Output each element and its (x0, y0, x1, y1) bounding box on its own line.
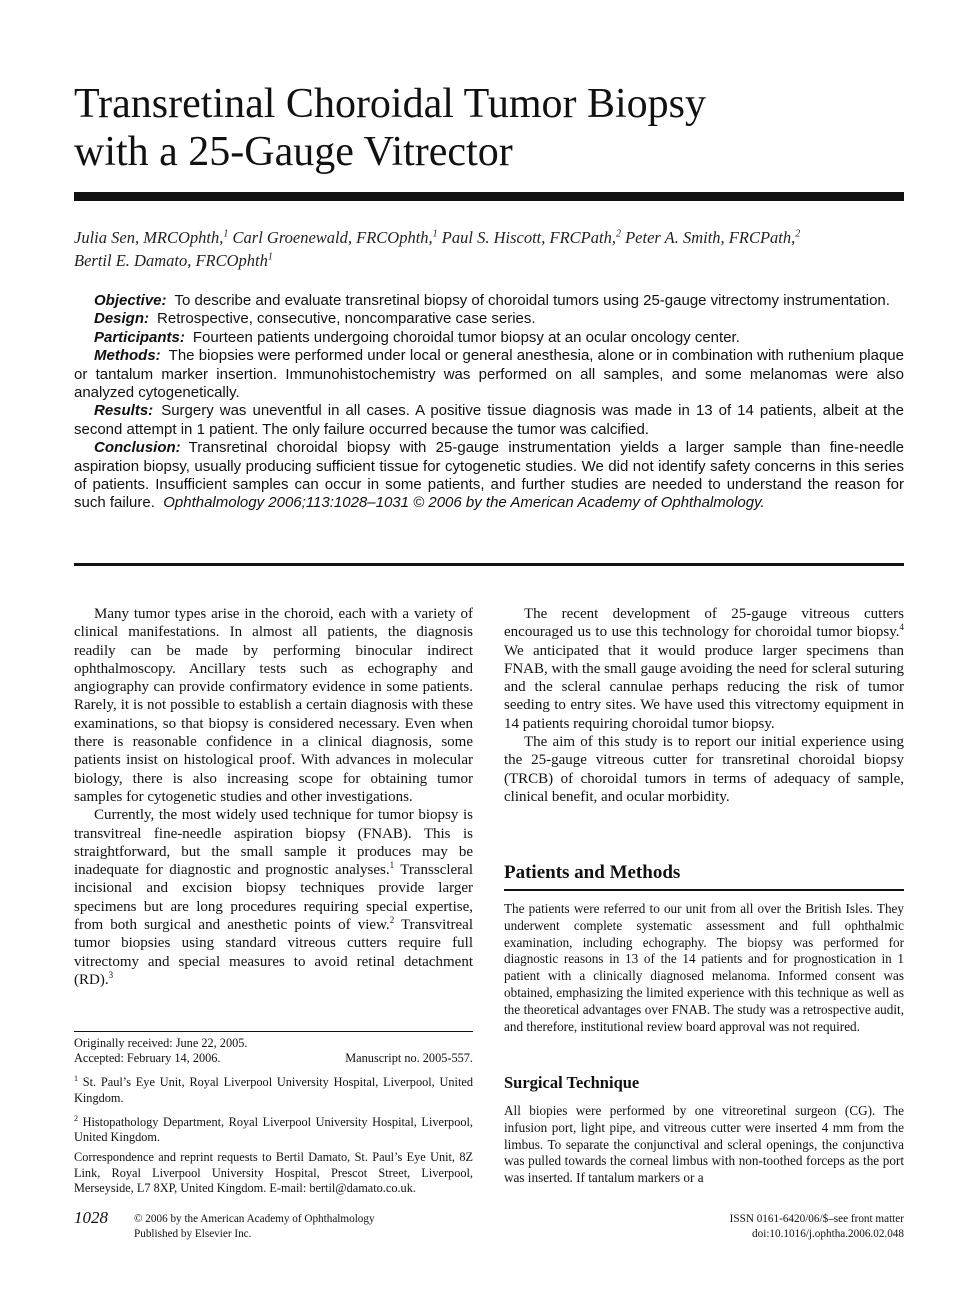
abstract-participants: Participants: Fourteen patients undergoing choroidal tumor biopsy at an ocular oncology center. (94, 328, 740, 346)
accepted-row (74, 1051, 473, 1066)
issn: ISSN 0161-6420/06/$–see front matter (729, 1213, 904, 1225)
manuscript-number: Manuscript no. 2005-557. (345, 1051, 473, 1066)
body-paragraph: The recent development of 25-gauge vitreous cutters encouraged us to use this technology for choroidal tumor biopsy.$^4$ We anticipated that it would produce larger specimens than FNAB, with the small gauge avoiding the need for scleral suturing and the scleral cannulae perhaps reducing the risk of tumor seeding to entry sites. We have used this vitrectomy equipment in 14 patients requiring choroidal tumor biopsy. (504, 606, 904, 732)
abstract-methods: Methods: The biopsies were performed under local or general anesthesia, alone or in combination with ruthenium plaque or tantalum marker insertion. Immunohistochemistry was performed on all samples, and some melanomas were also analyzed cytogenetically. (74, 347, 904, 402)
page-number: 1028 (74, 1208, 108, 1227)
author: Paul S. Hiscott, FRCPath,$^2$ (441, 227, 621, 247)
title-rule (74, 192, 904, 201)
journal-citation: Ophthalmology 2006;113:1028–1031 © 2006 by the American Academy of Ophthalmology. (163, 494, 765, 512)
footer-left (134, 1212, 375, 1242)
copyright: © 2006 by the American Academy of Ophthalmology (134, 1213, 375, 1225)
abstract-design: Design: Retrospective, consecutive, noncomparative case series. (94, 310, 536, 328)
accepted-date: Accepted: February 14, 2006. (74, 1051, 221, 1066)
footnote-rule (74, 1031, 473, 1032)
abstract-results: Results: Surgery was uneventful in all cases. A positive tissue diagnosis was made in 13 of 14 patients, albeit at the second attempt in 1 patient. The only failure occurred because the tumor was calcified. (74, 402, 904, 438)
body-paragraph: Many tumor types arise in the choroid, each with a variety of clinical manifestations. In almost all patients, the diagnosis readily can be made by performing binocular indirect ophthalmoscopy. Ancillary tests such as echography and angiography can provide confirmatory evidence in some patients. Rarely, it is not possible to establish a certain diagnosis with these examinations, so that biopsy is considered necessary. Even when there is reasonable confidence in a clinical diagnosis, some patients insist on histological proof. With advances in molecular biology, there is also increasing scope for obtaining tumor samples for cytogenetic studies and other investigations. (74, 606, 473, 805)
author: Julia Sen, MRCOphth,$^1$ (74, 227, 229, 247)
reference-link[interactable]: 2 (389, 915, 395, 926)
body-left-column (74, 605, 473, 989)
abstract-conclusion: Conclusion: Transretinal choroidal biopsy with 25-gauge instrumentation yields a larger sample than fine-needle aspiration biopsy, usually producing sufficient tissue for cytogenetic studies. We did not identify safety concerns in this series of patients. Insufficient samples can occur in some patients, and further studies are needed to understand the reason for such failure. Ophthalmology 2006;113:1028–1031 © 2006 by the American Academy of Ophthalmology. (74, 439, 904, 512)
surgical-technique-text: All biopies were performed by one vitreoretinal surgeon (CG). The infusion port, light pipe, and vitreous cutter were inserted 4 mm from the limbus. To separate the conjunctival and scleral openings, the conjunctiva was pulled towards the corneal limbus with non-toothed forceps as the port was inserted. If tantalum markers or a (504, 1103, 904, 1186)
subsection-heading-surgical-technique: Surgical Technique (504, 1073, 640, 1092)
footer-right (730, 1212, 904, 1242)
patients-methods-text: The patients were referred to our unit from all over the British Isles. They underwent complete systematic assessment and full ophthalmic examination, including echography. The biopsy was performed for diagnostic reasons in 13 of the 14 patients and for prognostication in 1 patient with a clinically diagnosed melanoma. Informed consent was obtained, emphasizing the limited experience with this technique as well as the theoretical advantages over FNAB. The study was a retrospective audit, and therefore, institutional review board approval was not required. (504, 901, 904, 1034)
title-line-1: Transretinal Choroidal Tumor Biopsy (74, 81, 707, 127)
publisher: Published by Elsevier Inc. (134, 1228, 252, 1240)
author-list (74, 224, 904, 271)
affiliation-1: $^1$ St. Paul’s Eye Unit, Royal Liverpool University Hospital, Liverpool, United Kingdom. (74, 1074, 473, 1105)
body-right-column (504, 605, 904, 806)
section-heading-patients-methods: Patients and Methods (504, 862, 681, 883)
author: Carl Groenewald, FRCOphth,$^1$ (232, 227, 438, 247)
title-line-2: with a 25-Gauge Vitrector (74, 129, 513, 175)
abstract-objective: Objective: To describe and evaluate transretinal biopsy of choroidal tumors using 25-gauge vitrectomy instrumentation. (94, 292, 890, 309)
body-paragraph: Currently, the most widely used technique for tumor biopsy is transvitreal fine-needle aspiration biopsy (FNAB). This is straightforward, but the small sample it produces may be inadequate for diagnostic and prognostic analyses.$^1$ Transscleral incisional and excision biopsy techniques provide larger specimens but are long procedures requiring special expertise, from both surgical and anesthetic points of view.$^2$ Transvitreal tumor biopsies using standard vitreous cutters require full vitrectomy and special measures to avoid retinal detachment (RD).$^3$ (74, 807, 473, 988)
affiliation-2: $^2$ Histopathology Department, Royal Liverpool University Hospital, Liverpool, United Kingdom. (74, 1113, 473, 1145)
correspondence: Correspondence and reprint requests to Bertil Damato, St. Paul’s Eye Unit, 8Z Link, Royal Liverpool University Hospital, Prescot Street, Liverpool, Merseyside, L7 8XP, United Kingdom. E-mail: bertil@damato.co.uk. (74, 1150, 473, 1195)
body-paragraph: The aim of this study is to report our initial experience using the 25-gauge vitreous cutter for transretinal choroidal biopsy (TRCB) of choroidal tumors in terms of adequacy of sample, clinical benefit, and ocular morbidity. (504, 734, 904, 805)
abstract-rule (74, 563, 904, 566)
footnotes (74, 1036, 473, 1201)
doi[interactable]: doi:10.1016/j.ophtha.2006.02.048 (752, 1228, 904, 1240)
received-date: Originally received: June 22, 2005. (74, 1036, 248, 1050)
reference-link[interactable]: 3 (108, 969, 114, 980)
reference-link[interactable]: 1 (389, 860, 395, 871)
section-rule (504, 889, 904, 891)
author: Peter A. Smith, FRCPath,$^2$ (625, 227, 801, 247)
abstract (74, 292, 904, 513)
author: Bertil E. Damato, FRCOphth$^1$ (74, 251, 273, 270)
article-title (74, 80, 904, 176)
reference-link[interactable]: 4 (899, 622, 904, 633)
